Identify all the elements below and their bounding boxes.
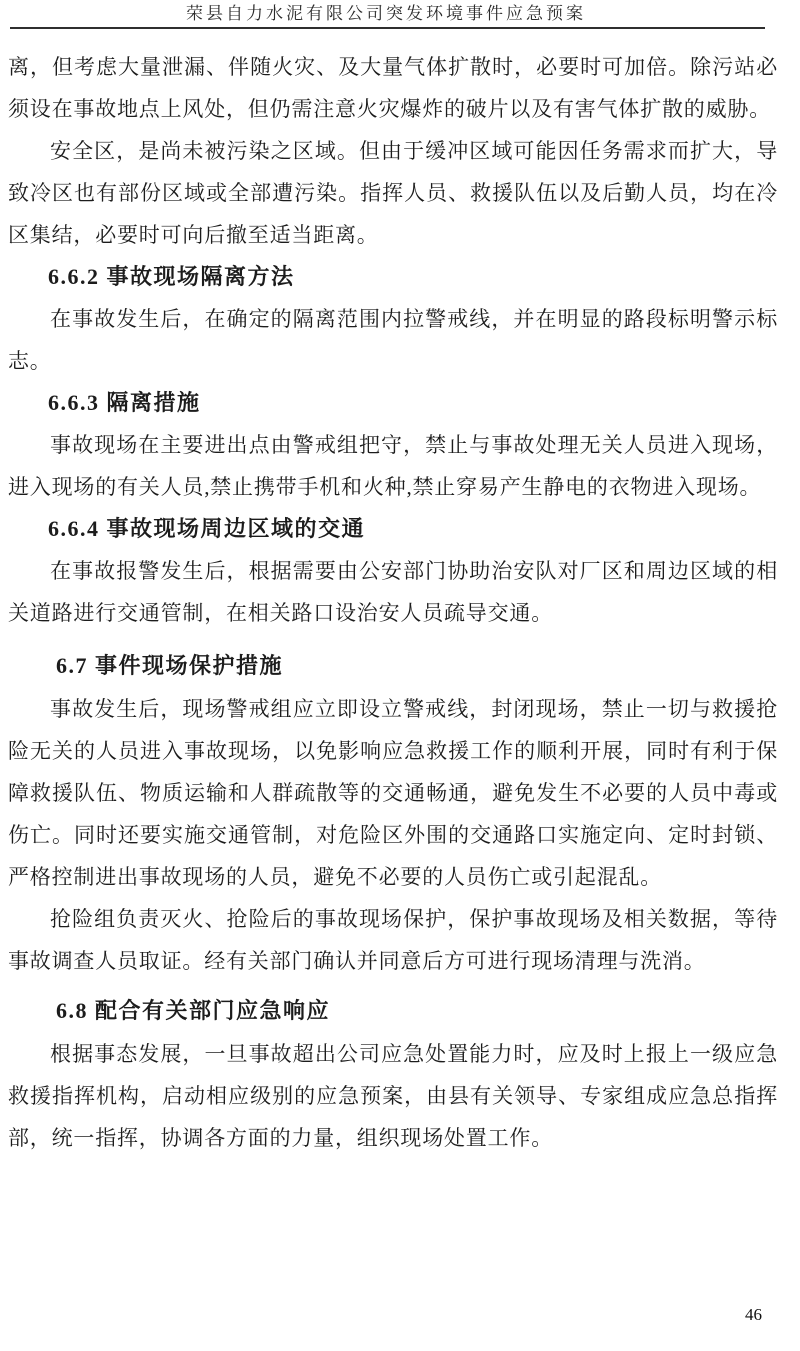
paragraph-rescue-team-duty: 抢险组负责灭火、抢险后的事故现场保护，保护事故现场及相关数据，等待事故调查人员取证。经有关部门确认并同意后方可进行现场清理与洗消。 (8, 907, 778, 973)
page-number: 46 (745, 1305, 762, 1324)
page-header (0, 0, 800, 24)
heading-6-6-2: 6.6.2 事故现场隔离方法 (48, 264, 295, 289)
paragraph-safety-zone: 安全区，是尚未被污染之区域。但由于缓冲区域可能因任务需求而扩大，导致冷区也有部份区域或全部遭污染。指挥人员、救援队伍以及后勤人员，均在冷区集结，必要时可向后撤至适当距离。 (8, 139, 778, 247)
heading-6-7: 6.7 事件现场保护措施 (56, 653, 284, 678)
paragraph-isolation-measures: 事故现场在主要进出点由警戒组把守，禁止与事故处理无关人员进入现场，进入现场的有关人员,禁止携带手机和火种,禁止穿易产生静电的衣物进入现场。 (8, 433, 778, 499)
heading-6-6-4: 6.6.4 事故现场周边区域的交通 (48, 516, 366, 541)
paragraph-scene-protection: 事故发生后，现场警戒组应立即设立警戒线，封闭现场，禁止一切与救援抢险无关的人员进入事故现场，以免影响应急救援工作的顺利开展，同时有利于保障救援队伍、物质运输和人群疏散等的交通畅通，避免发生不必要的人员中毒或伤亡。同时还要实施交通管制，对危险区外围的交通路口实施定向、定时封锁、严格控制进出事故现场的人员，避免不必要的人员伤亡或引起混乱。 (8, 697, 778, 889)
header-rule-divider (10, 27, 765, 29)
heading-6-8: 6.8 配合有关部门应急响应 (56, 998, 331, 1023)
document-header-title: 荣县自力水泥有限公司突发环境事件应急预案 (186, 4, 586, 23)
paragraph-traffic-control: 在事故报警发生后，根据需要由公安部门协助治安队对厂区和周边区域的相关道路进行交通管制，在相关路口设治安人员疏导交通。 (8, 559, 778, 625)
paragraph-cordon-line: 在事故发生后，在确定的隔离范围内拉警戒线，并在明显的路段标明警示标志。 (8, 307, 778, 373)
heading-6-6-3: 6.6.3 隔离措施 (48, 390, 201, 415)
paragraph-isolation-distance: 离，但考虑大量泄漏、伴随火灾、及大量气体扩散时，必要时可加倍。除污站必须设在事故地点上风处，但仍需注意火灾爆炸的破片以及有害气体扩散的威胁。 (8, 55, 778, 121)
paragraph-escalation: 根据事态发展，一旦事故超出公司应急处置能力时，应及时上报上一级应急救援指挥机构，启动相应级别的应急预案，由县有关领导、专家组成应急总指挥部，统一指挥，协调各方面的力量，组织现场处置工作。 (8, 1042, 778, 1150)
document-body (0, 46, 800, 1159)
